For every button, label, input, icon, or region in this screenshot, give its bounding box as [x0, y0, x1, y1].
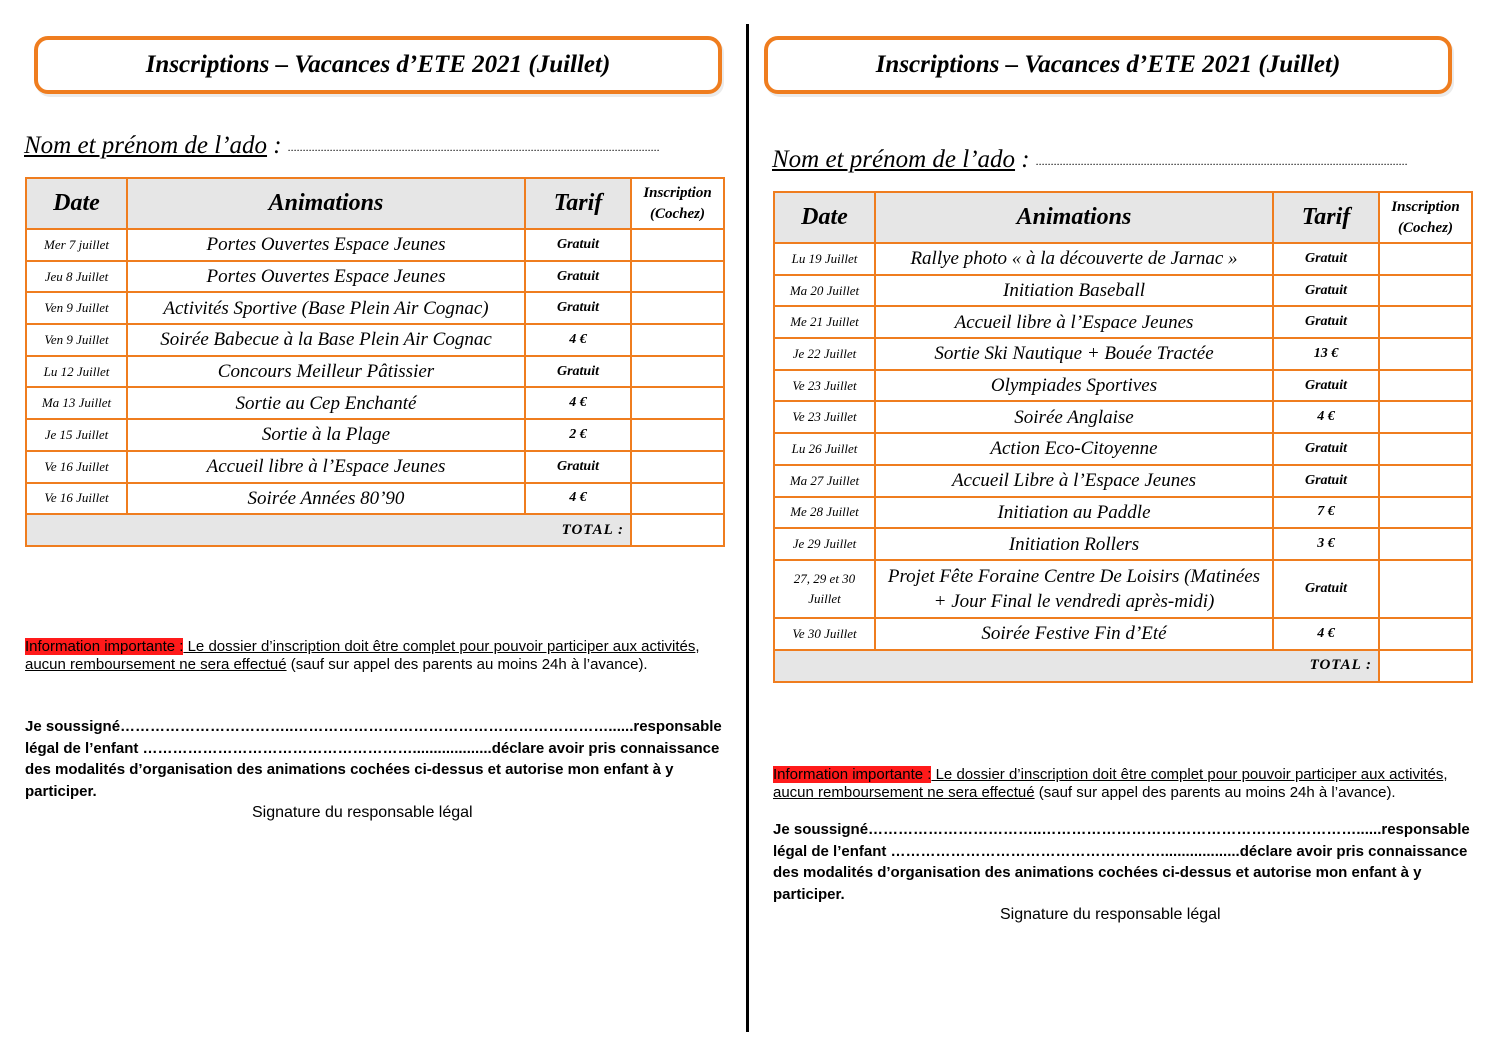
date-cell: Lu 26 Juillet [774, 433, 875, 465]
animation-cell: Accueil libre à l’Espace Jeunes [127, 451, 525, 483]
table-row [774, 528, 1472, 560]
form-right [770, 0, 1490, 1058]
animation-cell: Soirée Festive Fin d’Eté [875, 618, 1273, 650]
date-cell: Je 15 Juillet [26, 419, 127, 451]
table-row [774, 306, 1472, 338]
inscription-checkbox-cell[interactable] [631, 229, 724, 261]
table-row [26, 292, 724, 324]
date-cell: 27, 29 et 30 Juillet [774, 560, 875, 618]
animation-cell: Activités Sportive (Base Plein Air Cognac) [127, 292, 525, 324]
table-row [26, 387, 724, 419]
table-row [26, 483, 724, 515]
animation-cell: Portes Ouvertes Espace Jeunes [127, 261, 525, 293]
table-row [774, 275, 1472, 307]
tarif-cell: Gratuit [1273, 370, 1379, 402]
tarif-cell: 7 € [1273, 497, 1379, 529]
inscription-checkbox-cell[interactable] [631, 261, 724, 293]
inscription-checkbox-cell[interactable] [631, 483, 724, 515]
name-dotted-line[interactable]: ............................................................................................................................ [287, 139, 660, 154]
table-row [26, 229, 724, 261]
table-row [774, 618, 1472, 650]
tarif-cell: 4 € [525, 324, 631, 356]
page-divider [746, 24, 749, 1032]
inscription-checkbox-cell[interactable] [631, 419, 724, 451]
date-cell: Ma 27 Juillet [774, 465, 875, 497]
total-value-cell[interactable] [1379, 650, 1472, 682]
inscription-checkbox-cell[interactable] [1379, 243, 1472, 275]
header-tarif: Tarif [525, 178, 631, 229]
tarif-cell: Gratuit [525, 229, 631, 261]
tarif-cell: Gratuit [525, 451, 631, 483]
header-date: Date [26, 178, 127, 229]
animation-cell: Initiation Rollers [875, 528, 1273, 560]
animation-cell: Sortie Ski Nautique + Bouée Tractée [875, 338, 1273, 370]
date-cell: Me 21 Juillet [774, 306, 875, 338]
name-label: Nom et prénom de l’ado [24, 132, 268, 159]
animation-cell: Sortie au Cep Enchanté [127, 387, 525, 419]
date-cell: Ve 16 Juillet [26, 483, 127, 515]
date-cell: Ve 23 Juillet [774, 401, 875, 433]
tarif-cell: 4 € [525, 483, 631, 515]
inscription-checkbox-cell[interactable] [1379, 275, 1472, 307]
table-row [774, 370, 1472, 402]
animation-cell: Soirée Années 80’90 [127, 483, 525, 515]
animation-cell: Olympiades Sportives [875, 370, 1273, 402]
inscription-checkbox-cell[interactable] [631, 387, 724, 419]
total-row [774, 650, 1472, 682]
tarif-cell: Gratuit [525, 292, 631, 324]
table-row [26, 419, 724, 451]
inscription-checkbox-cell[interactable] [1379, 306, 1472, 338]
header-animations: Animations [875, 192, 1273, 243]
inscription-checkbox-cell[interactable] [1379, 560, 1472, 618]
name-field[interactable]: Nom et prénom de l’ado : ............................................................................................................................ [24, 132, 660, 159]
animation-cell: Sortie à la Plage [127, 419, 525, 451]
date-cell: Je 22 Juillet [774, 338, 875, 370]
total-row [26, 514, 724, 546]
declaration-text: Je soussigné……………………………..………………………………………………………......responsable légal de l’enfant ………………………………………………...................déclare avoir pris connaissance des modalités d’organisation des animations cochées ci-dessus et autorise mon enfant à y participer. [25, 718, 722, 800]
table-header-row [774, 192, 1472, 243]
inscription-checkbox-cell[interactable] [1379, 433, 1472, 465]
tarif-cell: Gratuit [525, 356, 631, 388]
animation-cell: Action Eco-Citoyenne [875, 433, 1273, 465]
important-label: Information importante : [25, 638, 184, 655]
name-label: Nom et prénom de l’ado [772, 146, 1016, 173]
total-label: TOTAL : [26, 514, 631, 546]
schedule-table [773, 191, 1473, 683]
date-cell: Ma 13 Juillet [26, 387, 127, 419]
signature-label: Signature du responsable légal [252, 804, 473, 821]
animation-cell: Accueil libre à l’Espace Jeunes [875, 306, 1273, 338]
date-cell: Lu 12 Juillet [26, 356, 127, 388]
tarif-cell: 4 € [1273, 618, 1379, 650]
animation-cell: Accueil Libre à l’Espace Jeunes [875, 465, 1273, 497]
inscription-checkbox-cell[interactable] [631, 451, 724, 483]
table-row [774, 243, 1472, 275]
form-title-box [34, 36, 722, 94]
tarif-cell: 4 € [525, 387, 631, 419]
inscription-checkbox-cell[interactable] [1379, 618, 1472, 650]
date-cell: Me 28 Juillet [774, 497, 875, 529]
tarif-cell: Gratuit [1273, 243, 1379, 275]
date-cell: Ma 20 Juillet [774, 275, 875, 307]
tarif-cell: Gratuit [1273, 465, 1379, 497]
inscription-checkbox-cell[interactable] [631, 356, 724, 388]
table-row [26, 451, 724, 483]
date-cell: Ve 30 Juillet [774, 618, 875, 650]
animation-cell: Portes Ouvertes Espace Jeunes [127, 229, 525, 261]
date-cell: Mer 7 juillet [26, 229, 127, 261]
name-field[interactable]: Nom et prénom de l’ado : ............................................................................................................................ [772, 146, 1408, 173]
tarif-cell: Gratuit [1273, 560, 1379, 618]
total-label: TOTAL : [774, 650, 1379, 682]
date-cell: Ve 23 Juillet [774, 370, 875, 402]
important-info: Information importante : Le dossier d’inscription doit être complet pour pouvoir participer aux activités, aucun remboursement ne sera effectué (sauf sur appel des parents au moins 24h à l’avance). [25, 638, 700, 673]
important-label: Information importante : [773, 766, 932, 783]
table-header-row [26, 178, 724, 229]
form-title: Inscriptions – Vacances d’ETE 2021 (Juillet) [145, 51, 611, 78]
inscription-checkbox-cell[interactable] [1379, 370, 1472, 402]
form-left [22, 0, 742, 1058]
animation-cell: Soirée Anglaise [875, 401, 1273, 433]
animation-cell: Projet Fête Foraine Centre De Loisirs (Matinées + Jour Final le vendredi après-midi) [875, 560, 1273, 618]
header-inscription: Inscription (Cochez) [1379, 192, 1472, 243]
date-cell: Ven 9 Juillet [26, 324, 127, 356]
date-cell: Ven 9 Juillet [26, 292, 127, 324]
schedule-table [25, 177, 725, 547]
table-row [26, 356, 724, 388]
table-row [774, 560, 1472, 618]
inscription-checkbox-cell[interactable] [631, 292, 724, 324]
tarif-cell: Gratuit [525, 261, 631, 293]
table-row [26, 324, 724, 356]
inscription-checkbox-cell[interactable] [1379, 401, 1472, 433]
inscription-checkbox-cell[interactable] [1379, 465, 1472, 497]
header-date: Date [774, 192, 875, 243]
date-cell: Je 29 Juillet [774, 528, 875, 560]
table-row [774, 338, 1472, 370]
form-title-box [764, 36, 1452, 94]
tarif-cell: Gratuit [1273, 275, 1379, 307]
header-inscription: Inscription (Cochez) [631, 178, 724, 229]
table-row [774, 401, 1472, 433]
table-row [774, 465, 1472, 497]
total-value-cell[interactable] [631, 514, 724, 546]
tarif-cell: Gratuit [1273, 433, 1379, 465]
tarif-cell: 3 € [1273, 528, 1379, 560]
table-row [774, 433, 1472, 465]
animation-cell: Rallye photo « à la découverte de Jarnac » [875, 243, 1273, 275]
signature-label: Signature du responsable légal [1000, 906, 1221, 923]
inscription-checkbox-cell[interactable] [1379, 338, 1472, 370]
date-cell: Ve 16 Juillet [26, 451, 127, 483]
tarif-cell: 4 € [1273, 401, 1379, 433]
tarif-cell: 13 € [1273, 338, 1379, 370]
header-tarif: Tarif [1273, 192, 1379, 243]
header-animations: Animations [127, 178, 525, 229]
animation-cell: Soirée Babecue à la Base Plein Air Cognac [127, 324, 525, 356]
declaration-text: Je soussigné……………………………..………………………………………………………......responsable légal de l’enfant ………………………………………………...................déclare avoir pris connaissance des modalités d’organisation des animations cochées ci-dessus et autorise mon enfant à y participer. [773, 821, 1470, 903]
date-cell: Lu 19 Juillet [774, 243, 875, 275]
date-cell: Jeu 8 Juillet [26, 261, 127, 293]
animation-cell: Initiation Baseball [875, 275, 1273, 307]
tarif-cell: Gratuit [1273, 306, 1379, 338]
table-row [774, 497, 1472, 529]
important-info: Information importante : Le dossier d’inscription doit être complet pour pouvoir participer aux activités, aucun remboursement ne sera effectué (sauf sur appel des parents au moins 24h à l’avance). [773, 766, 1448, 801]
inscription-checkbox-cell[interactable] [1379, 528, 1472, 560]
tarif-cell: 2 € [525, 419, 631, 451]
animation-cell: Initiation au Paddle [875, 497, 1273, 529]
table-row [26, 261, 724, 293]
inscription-checkbox-cell[interactable] [631, 324, 724, 356]
name-dotted-line[interactable]: ............................................................................................................................ [1035, 153, 1408, 168]
form-title: Inscriptions – Vacances d’ETE 2021 (Juillet) [875, 51, 1341, 78]
animation-cell: Concours Meilleur Pâtissier [127, 356, 525, 388]
inscription-checkbox-cell[interactable] [1379, 497, 1472, 529]
